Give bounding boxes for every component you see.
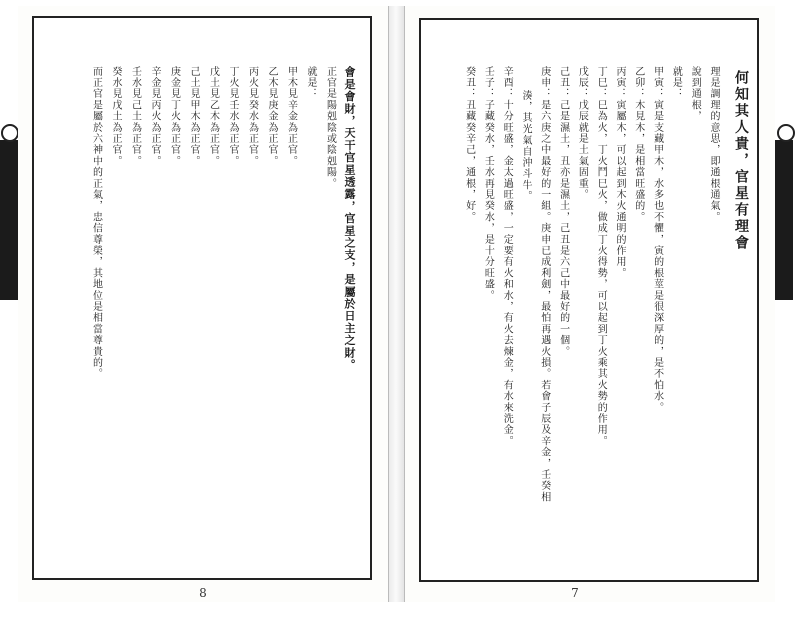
text-column: 癸水見戊土為正官。 (110, 66, 121, 167)
text-column: 辛酉：十分旺盛，金太過旺盛，一定要有火和水，有火去煉金，有水來洗金。 (501, 66, 513, 447)
text-column: 理是調理的意思，即通根通氣。 (708, 66, 719, 223)
text-column: 會是會財，天干官星透露，官星之支，是屬於日主之財。 (343, 66, 356, 371)
text-column: 就是： (670, 66, 682, 100)
text-column: 庚金見丁火為正官。 (168, 66, 180, 167)
text-column: 庚申：是六庚之中最好的一組。庚申已成利劍，最怕再遇火損。若會子辰及辛金，壬癸相 (538, 66, 550, 503)
text-column: 乙木見庚金為正官。 (266, 66, 277, 167)
text-column: 甲寅：寅是支藏甲木，水多也不懼，寅的根莖是很深厚的，是不怕水。 (651, 66, 663, 414)
right-thumb-tab (775, 140, 793, 300)
text-column: 說到通根， (689, 66, 701, 122)
text-column: 而正官是屬於六神中的正氣，忠信尊榮，其地位是相當尊貴的。 (90, 66, 102, 380)
chapter-title: 何知其人貴，官星有理會 (733, 70, 749, 252)
book-gutter (388, 6, 404, 602)
text-column: 壬水見己土為正官。 (129, 66, 141, 167)
left-edge-mark-icon (1, 124, 19, 142)
text-column: 丁火見壬水為正官。 (227, 66, 238, 167)
text-column: 戊土見乙木為正官。 (207, 66, 219, 167)
right-page (404, 6, 775, 602)
text-column: 湊，其光氣自沖斗牛。 (520, 90, 531, 202)
text-column: 癸丑：丑藏癸辛己，通根，好。 (463, 66, 475, 223)
text-column: 己土見甲木為正官。 (188, 66, 199, 167)
text-column: 丁巳：巳為火，丁火鬥巳火，做成丁火得勢，可以起到丁火乘其火勢的作用。 (595, 66, 607, 447)
text-column: 丙寅：寅屬木，可以起到木火通明的作用。 (614, 66, 625, 279)
text-column: 正官是陽剋陰或陰剋陽。 (324, 66, 336, 190)
text-column: 就是： (305, 66, 316, 100)
page-number: 8 (199, 586, 207, 600)
page-number: 7 (571, 586, 579, 600)
text-column: 乙卯：木見木，是相當旺盛的。 (632, 66, 644, 223)
right-edge-mark-icon (777, 124, 795, 142)
text-column: 辛金見丙火為正官。 (149, 66, 160, 167)
left-page (18, 6, 389, 602)
left-thumb-tab (0, 140, 18, 300)
text-column: 丙火見癸水為正官。 (246, 66, 258, 167)
text-column: 戊辰：戊辰就是土氣固重。 (576, 66, 588, 201)
left-page-frame (32, 16, 372, 580)
text-column: 甲木見辛金為正官。 (285, 66, 297, 167)
text-column: 己丑：己是濕土，丑亦是濕土，己丑是六己中最好的一個。 (557, 66, 569, 358)
text-column: 壬子：子藏癸水，壬水再見癸水，是十分旺盛。 (482, 66, 494, 302)
